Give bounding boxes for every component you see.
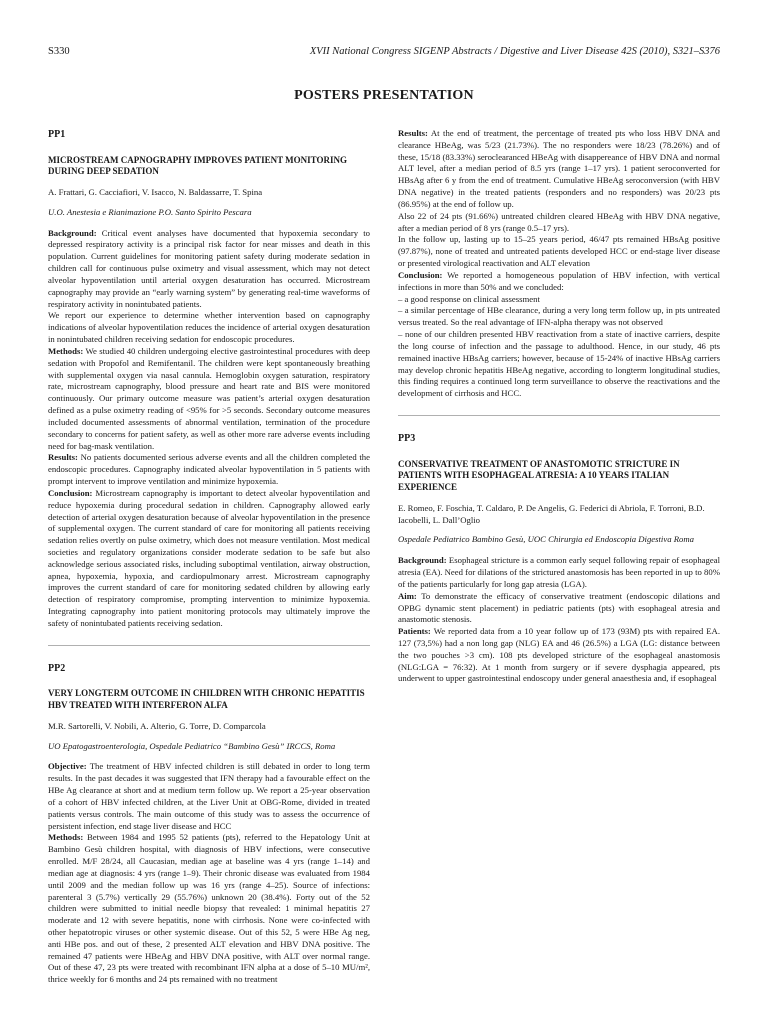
paragraph-results <box>48 452 370 487</box>
paragraph-background-2: We report our experience to determine whether intervention based on capnography indications of alveolar hypoventilation reduces the incidence of arterial oxygen desaturation in nonintubated children receiving sedation for endoscopic procedures. <box>48 310 370 345</box>
abstract-title-pp2: VERY LONGTERM OUTCOME IN CHILDREN WITH CHRONIC HEPATITIS HBV TREATED WITH INTERFERON ALFA <box>48 688 365 711</box>
conclusion-bullet-1: – a good response on clinical assessment <box>398 293 540 304</box>
page-number: S330 <box>48 46 70 57</box>
label-methods-pp2: Methods: <box>48 832 84 843</box>
page-header <box>48 46 720 62</box>
paragraph-aim-pp3 <box>398 591 720 626</box>
authors-pp1: A. Frattari, G. Cacciafiori, V. Isacco, N. Baldassarre, T. Spina <box>48 186 263 197</box>
affiliation-pp2: UO Epatogastroenterologia, Ospedale Pediatrico “Bambino Gesù” IRCCS, Roma <box>48 740 336 751</box>
text-conclusion: Microstream capnography is important to detect alveolar hypoventilation and reduce hypoxemia during procedural sedation in children. Capnography allowed early detection of arterial oxygen desaturation because of alveolar hypoventilation in the presence of supplemental oxygen. The current standard of care for monitoring all patients receiving sedation relies overtly on pulse oximetry, which does not measure ventilation. Most medical societies and regulatory organizations consider moderate sedation to be safe but also acknowledge serious associated risks, including suboptimal ventilation, airway obstruction, apnea, hypoxemia, hypoxia, and cardiopulmonary arrest. Microstream capnography improves the current standard of care for monitoring sedated children by allowing early detection of respiratory compromise, prompting intervention to minimize hypoxemia. Integrating capnography into patient monitoring protocols may ultimately improve the safety of nonintubated patients receiving sedation. <box>48 487 371 628</box>
label-methods: Methods: <box>48 345 84 356</box>
paragraph-background-pp3 <box>398 555 720 590</box>
paragraph-results-pp2-3: In the follow up, lasting up to 15–25 years period, 46/47 pts remained HBsAg positive (97.87%), none of treated and untreated patients developed HCC or end-stage liver disease or presented virological reactivation and ALT elevation <box>398 234 720 269</box>
text-methods: We studied 40 children undergoing elective gastrointestinal procedures with deep sedation with Propofol and Remifentanil. The children were kept spontaneously breathing with supplemental oxygen via nasal cannula. Hemoglobin oxygen saturation, respiratory rate, microstream capnography, blood pressure and heart rate and BIS were monitored continuously. Our primary outcome measure was patient’s arterial oxygen desaturation defined as a pulse oximetry reading of <95% for >5 seconds. Secondary outcome measures included documented assessments of abnormal ventilation, termination of the procedure secondary to concerns for patient safety, as well as other more rare adverse events including need for bag-mask ventilation. <box>48 345 371 451</box>
label-conclusion: Conclusion: <box>48 487 93 498</box>
text-background-pp3: Esophageal stricture is a common early sequel following repair of esophageal atresia (EA). Need for dilations of the strictured anastomosis has been reported in up to 80% of the patients particularly for long gap atresia (LGA). <box>398 555 721 589</box>
conclusion-bullet-2: – a similar percentage of HBe clearance, during a very long term follow up, in pts untreated versus treated. So the real advantage of IFN-alpha therapy was not observed <box>398 305 720 328</box>
conclusion-bullet-3: – none of our children presented HBV reactivation from a state of inactive carriers, despite the long course of infection and the passage to adulthood. Hence, in our study, 46 pts remained inactive HBsAg carriers; however, because of 15-24% of inactive HBsAg carriers may develop chronic hepatitis HBeAg negative, according to longterm longitudinal studies, this finding requires a continued long term surveillance to observe the reactivations and the development of cirrhosis and HCC. <box>398 329 720 399</box>
section-title: POSTERS PRESENTATION <box>294 88 474 103</box>
paragraph-conclusion-pp2 <box>398 270 720 294</box>
text-background: Critical event analyses have documented that hypoxemia secondary to depressed respiratory activity is a principal risk factor for near misses and death in this population. Current guidelines for monitoring patient safety during moderate sedation in children call for continuous pulse oximetry and visual assessment, which may not detect alveolar hypoventilation until arterial oxygen desaturation has occurred. Microstream capnography may provide an “early warning system” by generating real-time waveforms of respiratory activity in nonintubated patients. <box>48 227 370 309</box>
text-patients-pp3: We reported data from a 10 year follow up of 173 (93M) pts with repaired EA. 127 (73,5%) had a non long gap (NLG) EA and 46 (26.5%) a LGA (LG: distance between the two pouches >3 cm). 108 pts developed stricture of the esophageal anastomosis (NLG:LGA = 76:32). At 1 month from surgery or if severe dysphagia appeared, pts underwent to upper gastrointestinal endoscopy under general anaesthesia and, if esophageal <box>398 626 721 684</box>
affiliation-pp3: Ospedale Pediatrico Bambino Gesù, UOC Chirurgia ed Endoscopia Digestiva Roma <box>398 534 694 545</box>
abstract-id-pp3: PP3 <box>398 433 416 445</box>
paragraph-results-pp2-2: Also 22 of 24 pts (91.66%) untreated children cleared HBeAg with HBV DNA negative, after a median period of 8 yrs (range 0.5–17 yrs). <box>398 210 720 233</box>
abstract-title-pp3: CONSERVATIVE TREATMENT OF ANASTOMOTIC STRICTURE IN PATIENTS WITH ESOPHAGEAL ATRESIA: A 10 YEARS ITALIAN EXPERIENCE <box>398 458 680 493</box>
abstract-id-pp1: PP1 <box>48 129 66 140</box>
paragraph-results-pp2 <box>398 128 720 211</box>
left-column <box>48 128 370 986</box>
paragraph-patients-pp3 <box>398 626 720 685</box>
affiliation-pp1: U.O. Anestesia e Rianimazione P.O. Santo Spirito Pescara <box>48 206 252 217</box>
text-conclusion-pp2: We reported a homogeneous population of HBV infection, with vertical infections in more than 50% and we concluded: <box>398 269 720 292</box>
text-results-pp2: At the end of treatment, the percentage of treated pts who loss HBV DNA and clearance HBeAg, was 5/23 (21.73%). The no responders were 18/23 (78.26%) and of these, 15/18 (83.33%) seroclearanced HBeAg with disappereance of HBV DNA and normal ALT level, after a median period of 8.5 yrs (range 1–17 yrs). 1 patient seroconverted for HBsAg after 6 y from the end of treatment. Cumulative HBeAg seroconversion (with HBV DNA negative) in the treated patients (responders and no responders) was 20/23 pts (86.95%) at the end of follow up. <box>398 128 720 209</box>
paragraph-methods <box>48 346 370 452</box>
label-objective: Objective: <box>48 761 87 772</box>
journal-reference: XVII National Congress SIGENP Abstracts / Digestive and Liver Disease 42S (2010), S321–S376 <box>309 46 720 57</box>
right-column <box>398 128 720 685</box>
label-patients-pp3: Patients: <box>398 626 431 637</box>
text-methods-pp2: Between 1984 and 1995 52 patients (pts), referred to the Hepatology Unit at Bambino Gesù children hospital, with diagnosis of HBV infections, were consecutive enrolled. M/F 28/24, all Caucasian, median age at baseline was 4 yrs (range 1–14) and median age at diagnosis: 4 yrs (range 1–9). Their chronic disease was evaluated from 1984 until 2009 and the median follow up was 16 yrs (range 4–25). Source of infections: parenteral 3 (5.7%) vertically 29 (55.76%) unknown 20 (38.4%). Forty out of the 52 children were submitted to initial needle biopsy that revealed: 1 minimal hepatitis 27 moderate and 12 with severe hepatitis, none with cirrhosis. None were co-infected with other hepatotropic viruses or other systemic disease. Out of this 52, 5 were HBe Ag neg, anti HBe pos. and out of these, 2 presented ALT elevation and HBV DNA positive. The remained 47 patients were HBeAg and HBV DNA positive, with ALT over normal range. Out of these 47, 23 pts were treated with recombinant IFN alpha at a dose of 5–10 MU/m², thrice weekly for 6 months and 24 pts remained with no treatment <box>48 832 371 985</box>
authors-pp3: E. Romeo, F. Foschia, T. Caldaro, P. De Angelis, G. Federici di Abriola, F. Torroni, B.D. Iacobelli, L. Dall’Oglio <box>398 502 705 525</box>
section-divider <box>48 645 370 646</box>
label-results: Results: <box>48 452 78 463</box>
label-conclusion-pp2: Conclusion: <box>398 269 443 280</box>
label-background-pp3: Background: <box>398 555 447 566</box>
label-background: Background: <box>48 227 97 238</box>
label-aim-pp3: Aim: <box>398 590 417 601</box>
text-results: No patients documented serious adverse events and all the children completed the endoscopic procedures. Capnography indicated alveolar hypoventilation in 5 patients with prompt intervent to improve ventilation and minimize hypoxemia. <box>48 452 370 487</box>
label-results-pp2: Results: <box>398 128 428 138</box>
abstract-id-pp2: PP2 <box>48 662 66 674</box>
paragraph-conclusion <box>48 488 370 630</box>
text-objective: The treatment of HBV infected children is still debated in order to long term results. In the past decades it was suggested that IFN therapy had a favourable effect on the HBe Ag clearance at short and at medium term follow up. We report a 25-year observation of a cohort of HBV infected children, at the Liver Unit at OBG-Rome, divided in treated patients versus controls. The main outcome of this study was to assess the occurrence of persistent infection, end stage liver disease and HCC <box>48 761 370 831</box>
section-divider <box>398 415 720 416</box>
authors-pp2: M.R. Sartorelli, V. Nobili, A. Alterio, G. Torre, D. Comparcola <box>48 720 266 731</box>
paragraph-objective <box>48 761 370 832</box>
paragraph-methods-pp2-start <box>48 832 370 986</box>
paragraph-background <box>48 228 370 311</box>
text-aim-pp3: To demonstrate the efficacy of conservative treatment (endoscopic dilations and OPBG dynamic stent placement) in pediatric patients (pts) with esophageal atresia and anastomotic stenosis. <box>398 590 721 625</box>
abstract-title-pp1: MICROSTREAM CAPNOGRAPHY IMPROVES PATIENT MONITORING DURING DEEP SEDATION <box>48 154 348 177</box>
